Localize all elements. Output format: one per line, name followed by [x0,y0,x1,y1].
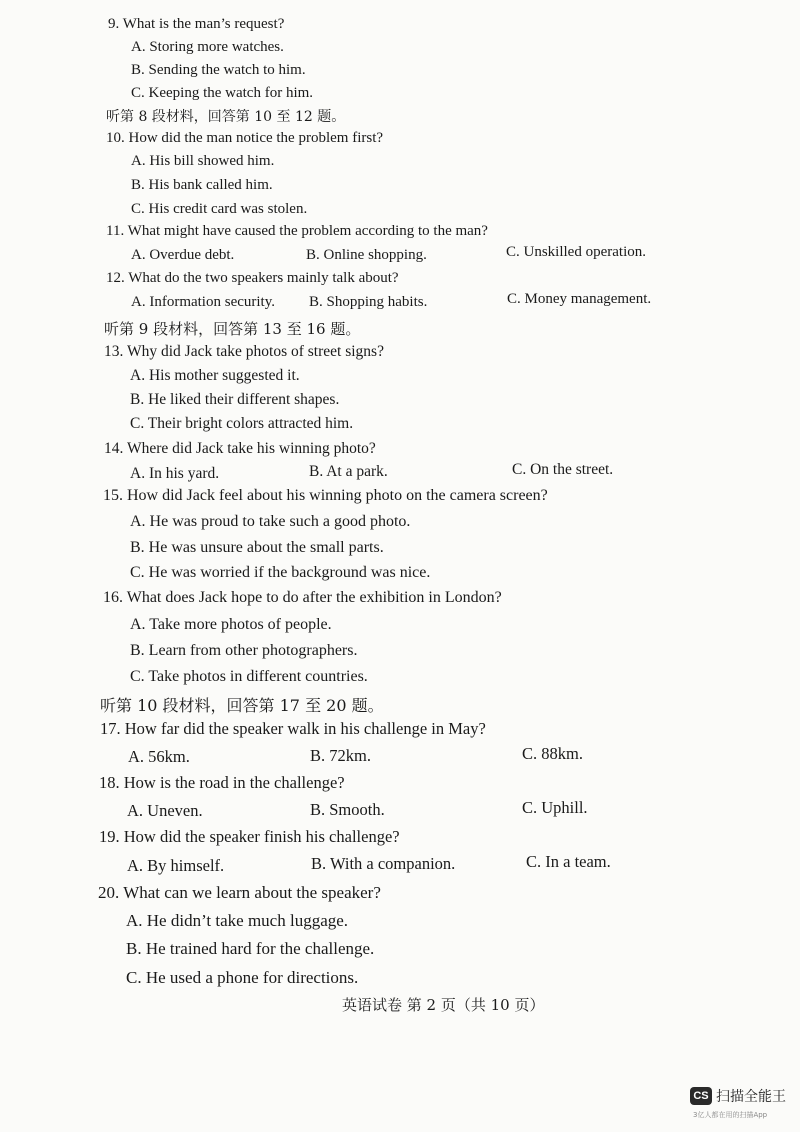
question-17-stem: 17. How far did the speaker walk in his challenge in May? [100,719,486,738]
question-12-option-c: C. Money management. [507,291,652,307]
question-19-stem: 19. How did the speaker finish his challenge? [99,827,400,846]
question-15-option-b: B. He was unsure about the small parts. [130,539,384,556]
question-16-stem: 16. What does Jack hope to do after the exhibition in London? [103,589,502,606]
page-footer: 英语试卷 第 2 页（共 10 页） [342,996,545,1014]
question-16-option-a: A. Take more photos of people. [130,616,332,633]
section-10-instruction: 听第 10 段材料，回答第 17 至 20 题。 [100,696,384,715]
section-9-instruction: 听第 9 段材料，回答第 13 至 16 题。 [104,320,361,338]
question-18-option-b: B. Smooth. [310,800,385,819]
question-10-option-b: B. His bank called him. [131,177,273,193]
question-11-option-c: C. Unskilled operation. [506,244,646,260]
question-20-option-c: C. He used a phone for directions. [126,968,359,987]
question-17-option-b: B. 72km. [310,746,371,765]
question-10-stem: 10. How did the man notice the problem first? [106,130,384,146]
question-9-option-a: A. Storing more watches. [131,39,284,55]
question-17-option-a: A. 56km. [128,747,190,766]
question-11-stem: 11. What might have caused the problem according to the man? [106,223,488,239]
question-20-option-a: A. He didn’t take much luggage. [126,911,349,930]
question-19-option-c: C. In a team. [526,852,611,871]
question-16-option-b: B. Learn from other photographers. [130,642,358,659]
question-14-option-b: B. At a park. [309,463,388,480]
question-10-option-c: C. His credit card was stolen. [131,201,308,217]
question-19-option-b: B. With a companion. [311,854,456,873]
question-9-option-b: B. Sending the watch to him. [131,62,306,78]
question-13-option-c: C. Their bright colors attracted him. [130,415,354,432]
question-12-option-a: A. Information security. [131,294,275,310]
question-14-option-c: C. On the street. [512,461,614,478]
question-11-option-b: B. Online shopping. [306,247,427,263]
camscanner-tagline: 3亿人都在用的扫描App [693,1111,768,1119]
question-17-option-c: C. 88km. [522,744,583,763]
question-16-option-c: C. Take photos in different countries. [130,668,368,685]
question-15-option-a: A. He was proud to take such a good photo. [130,513,411,530]
question-20-stem: 20. What can we learn about the speaker? [98,883,381,902]
question-20-option-b: B. He trained hard for the challenge. [126,939,375,958]
question-12-stem: 12. What do the two speakers mainly talk about? [106,270,399,286]
question-13-option-a: A. His mother suggested it. [130,367,300,384]
question-13-stem: 13. Why did Jack take photos of street signs? [104,343,384,360]
question-10-option-a: A. His bill showed him. [131,153,275,169]
question-14-stem: 14. Where did Jack take his winning photo? [104,440,376,457]
question-18-option-c: C. Uphill. [522,798,588,817]
question-19-option-a: A. By himself. [127,856,225,875]
question-14-option-a: A. In his yard. [130,465,220,482]
question-15-option-c: C. He was worried if the background was nice. [130,564,431,581]
question-18-stem: 18. How is the road in the challenge? [99,773,345,792]
question-18-option-a: A. Uneven. [127,801,203,820]
camscanner-logo-icon: CS [690,1087,712,1105]
question-15-stem: 15. How did Jack feel about his winning photo on the camera screen? [103,487,548,504]
question-12-option-b: B. Shopping habits. [309,294,428,310]
camscanner-app-name: 扫描全能王 [716,1089,786,1105]
question-9-option-c: C. Keeping the watch for him. [131,85,314,101]
question-9-stem: 9. What is the man’s request? [108,16,285,32]
question-11-option-a: A. Overdue debt. [131,247,235,263]
section-8-instruction: 听第 8 段材料，回答第 10 至 12 题。 [106,109,346,125]
question-13-option-b: B. He liked their different shapes. [130,391,340,408]
